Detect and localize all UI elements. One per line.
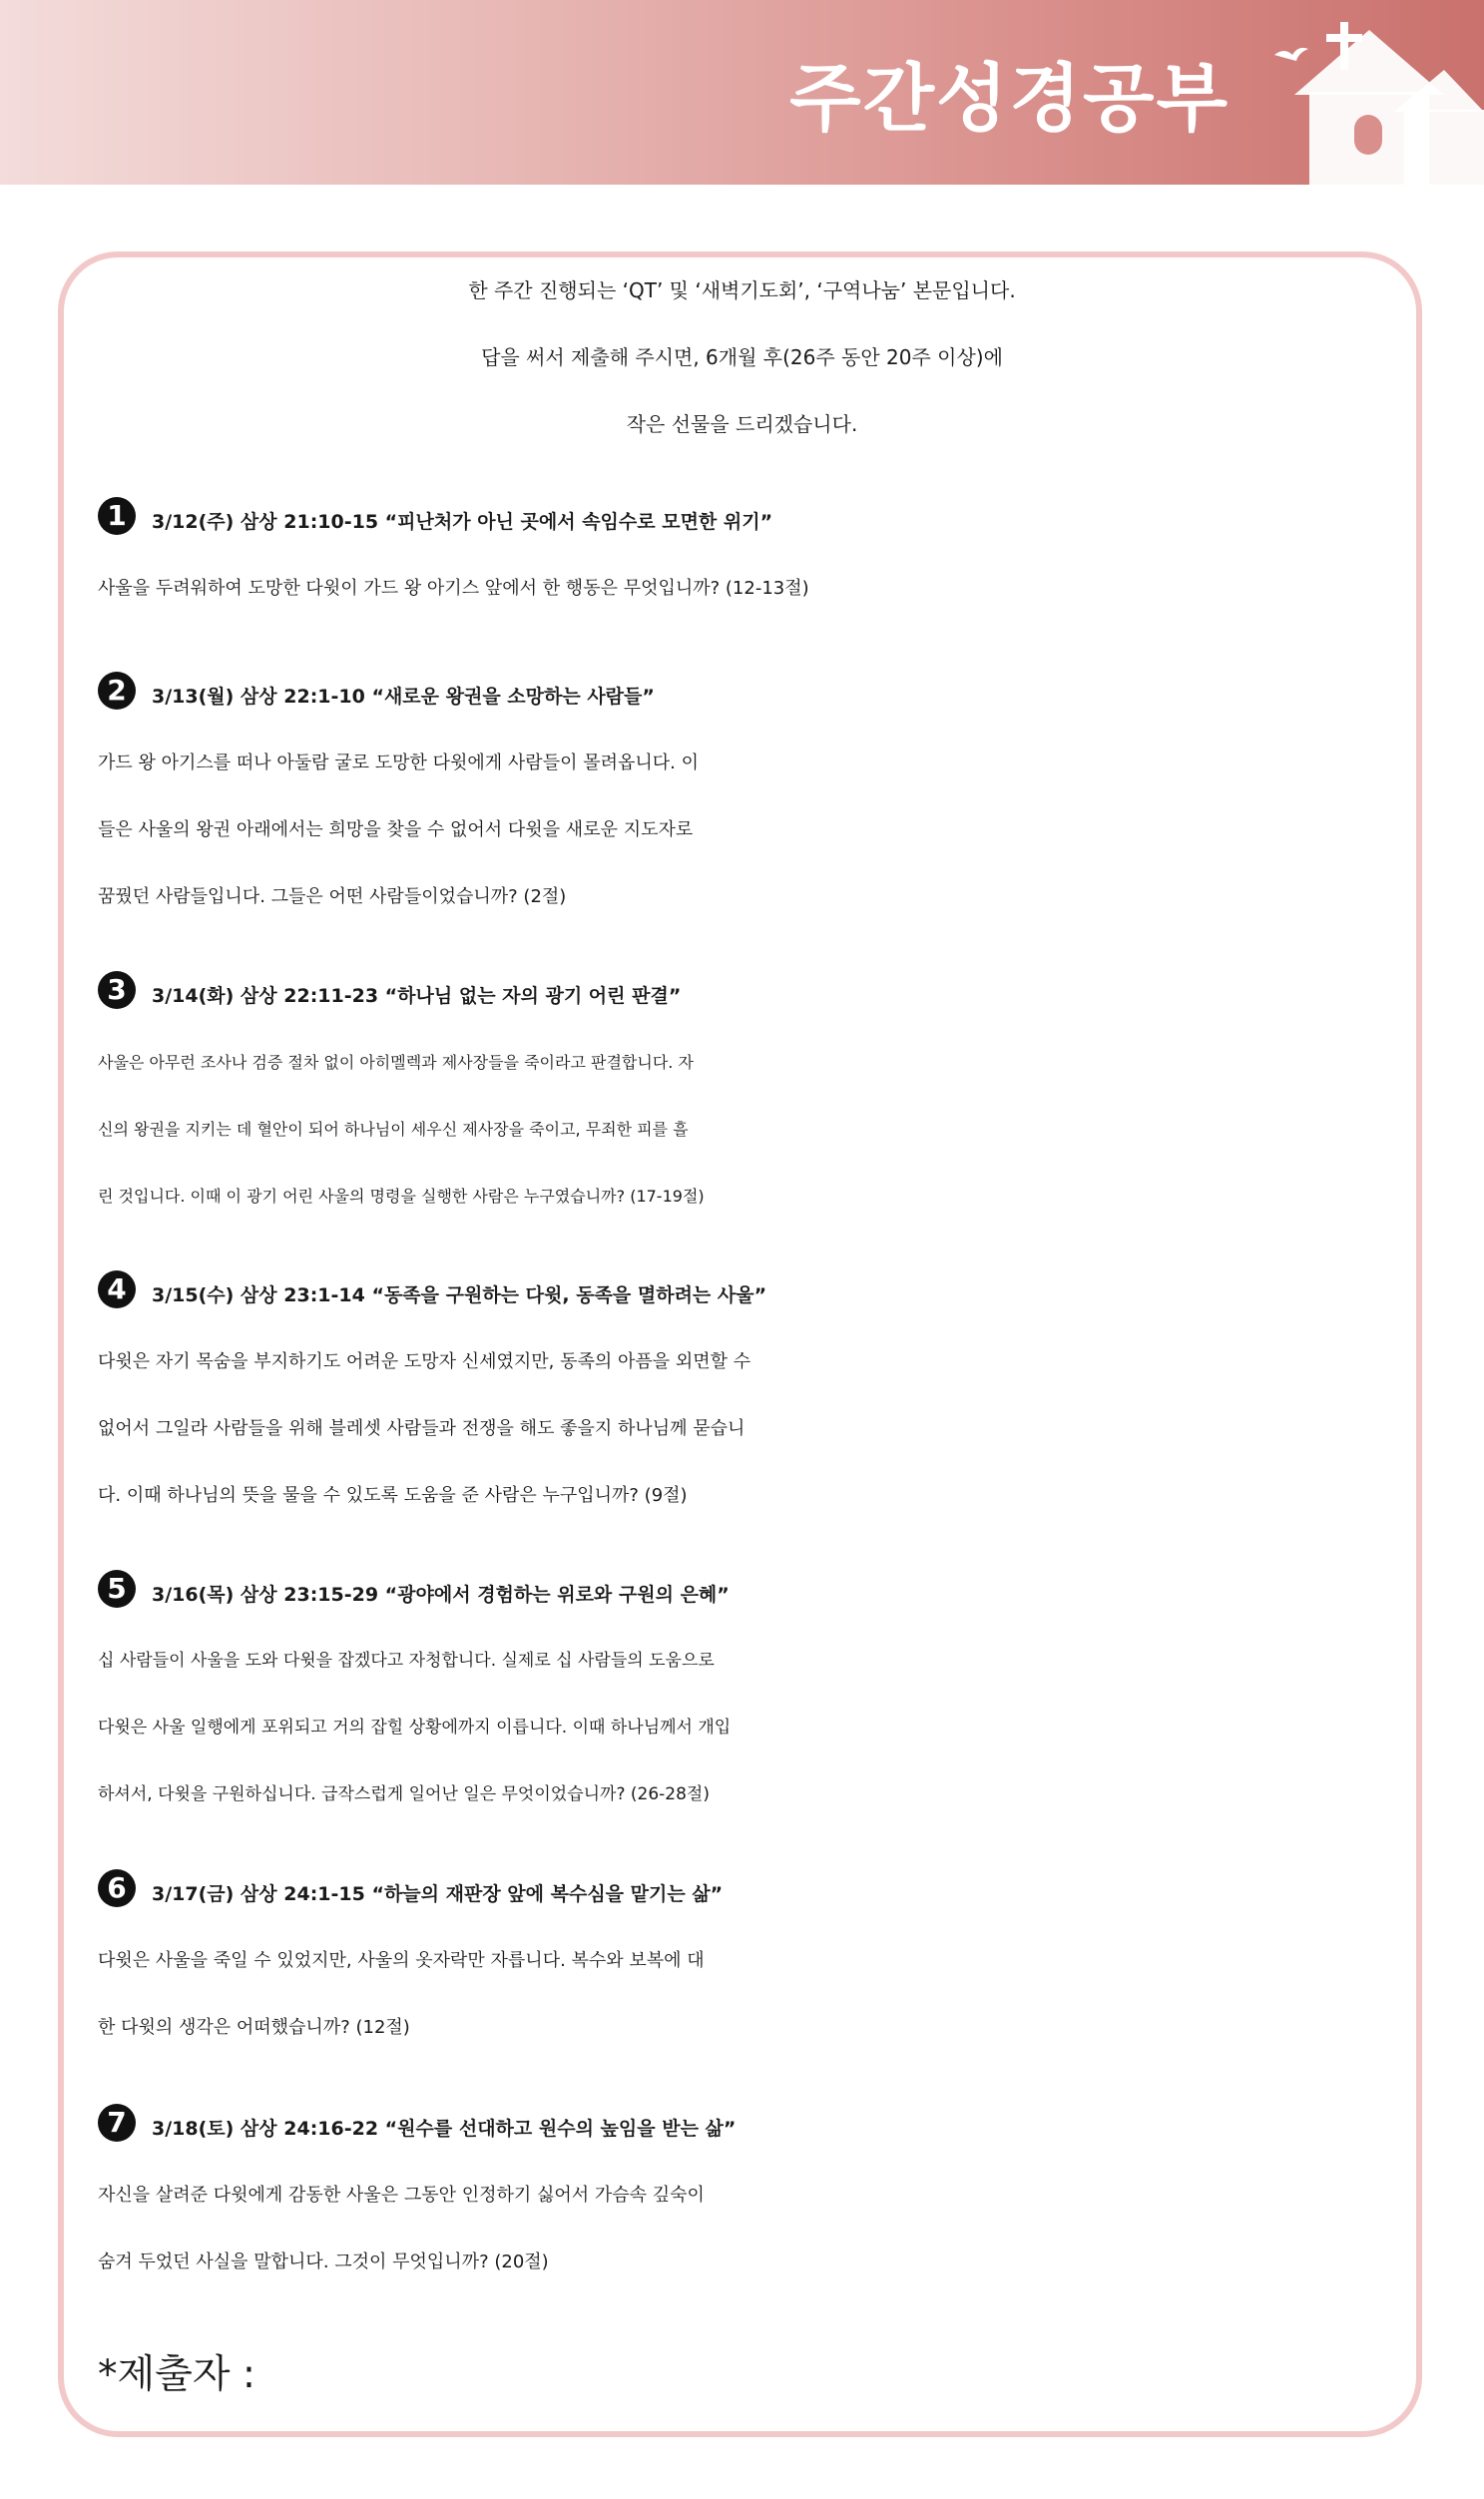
body-line: 린 것입니다. 이때 이 광기 어린 사울의 명령을 실행한 사람은 누구였습니까? (17-19절)	[98, 1187, 705, 1206]
submitter-field: *제출자 :	[98, 2352, 256, 2397]
question-2	[98, 664, 1385, 930]
question-body	[98, 1029, 1385, 1230]
question-3	[98, 963, 1385, 1230]
question-number-icon: 6	[98, 1869, 136, 1907]
intro-text	[0, 257, 1484, 458]
body-line: 십 사람들이 사울을 도와 다윗을 잡겠다고 자청합니다. 실제로 십 사람들의 도움으로	[98, 1651, 715, 1671]
question-title	[98, 489, 1385, 555]
question-body	[98, 1328, 1385, 1529]
body-line: 하셔서, 다윗을 구원하십니다. 급작스럽게 일어난 일은 무엇이었습니까? (26-28절)	[98, 1784, 710, 1804]
body-line: 다윗은 사울 일행에게 포위되고 거의 잡힐 상황에까지 이릅니다. 이때 하나님께서 개입	[98, 1718, 732, 1738]
body-line: 꿈꿨던 사람들입니다. 그들은 어떤 사람들이었습니까? (2절)	[98, 886, 567, 907]
body-line: 신의 왕권을 지키는 데 혈안이 되어 하나님이 세우신 제사장을 죽이고, 무죄한 피를 흘	[98, 1120, 689, 1139]
question-number-icon: 5	[98, 1570, 136, 1608]
question-title	[98, 1861, 1385, 1927]
question-title	[98, 1562, 1385, 1628]
question-5	[98, 1562, 1385, 1828]
question-title-text: 3/16(목) 삼상 23:15-29 “광야에서 경험하는 위로와 구원의 은혜”	[152, 1584, 730, 1606]
intro-line: 작은 선물을 드리겠습니다.	[626, 412, 858, 436]
intro-line: 한 주간 진행되는 ‘QT’ 및 ‘새벽기도회’, ‘구역나눔’ 본문입니다.	[468, 278, 1016, 302]
question-body	[98, 730, 1385, 930]
question-number-icon: 2	[98, 672, 136, 710]
question-title-text: 3/13(월) 삼상 22:1-10 “새로운 왕권을 소망하는 사람들”	[152, 686, 655, 708]
question-title	[98, 1262, 1385, 1328]
question-body	[98, 2162, 1385, 2295]
question-number-icon: 1	[98, 497, 136, 535]
question-title	[98, 2096, 1385, 2162]
question-number-icon: 4	[98, 1270, 136, 1308]
question-title	[98, 664, 1385, 730]
intro-line: 답을 써서 제출해 주시면, 6개월 후(26주 동안 20주 이상)에	[481, 345, 1003, 369]
body-line: 가드 왕 아기스를 떠나 아둘람 굴로 도망한 다윗에게 사람들이 몰려옵니다. 이	[98, 752, 699, 773]
question-number-icon: 3	[98, 971, 136, 1009]
question-6	[98, 1861, 1385, 2061]
church-icon	[1254, 0, 1484, 185]
question-title-text: 3/17(금) 삼상 24:1-15 “하늘의 재판장 앞에 복수심을 맡기는 삶”	[152, 1883, 724, 1905]
question-title-text: 3/18(토) 삼상 24:16-22 “원수를 선대하고 원수의 높임을 받는 삶”	[152, 2118, 737, 2140]
body-line: 없어서 그일라 사람들을 위해 블레셋 사람들과 전쟁을 해도 좋을지 하나님께 묻습니	[98, 1418, 745, 1439]
body-line: 들은 사울의 왕권 아래에서는 희망을 찾을 수 없어서 다윗을 새로운 지도자로	[98, 819, 694, 840]
body-line: 한 다윗의 생각은 어떠했습니까? (12절)	[98, 2017, 410, 2038]
question-body	[98, 1628, 1385, 1828]
body-line: 다윗은 사울을 죽일 수 있었지만, 사울의 옷자락만 자릅니다. 복수와 보복에 대	[98, 1950, 705, 1971]
question-title-text: 3/12(주) 삼상 21:10-15 “피난처가 아닌 곳에서 속임수로 모면한 위기”	[152, 511, 773, 533]
body-line: 숨겨 두었던 사실을 말합니다. 그것이 무엇입니까? (20절)	[98, 2251, 549, 2272]
question-title-text: 3/14(화) 삼상 22:11-23 “하나님 없는 자의 광기 어린 판결”	[152, 985, 682, 1007]
question-body	[98, 1927, 1385, 2061]
body-line: 자신을 살려준 다윗에게 감동한 사울은 그동안 인정하기 싫어서 가슴속 깊숙이	[98, 2185, 705, 2206]
question-1	[98, 489, 1385, 622]
question-title	[98, 963, 1385, 1029]
body-line: 사울을 두려워하여 도망한 다윗이 가드 왕 아기스 앞에서 한 행동은 무엇입니까? (12-13절)	[98, 578, 809, 599]
question-4	[98, 1262, 1385, 1529]
question-body	[98, 555, 1385, 622]
header-banner	[0, 0, 1484, 185]
question-7	[98, 2096, 1385, 2295]
body-line: 다. 이때 하나님의 뜻을 물을 수 있도록 도움을 준 사람은 누구입니까? (9절)	[98, 1485, 688, 1506]
body-line: 사울은 아무런 조사나 검증 절차 없이 아히멜렉과 제사장들을 죽이라고 판결합니다. 자	[98, 1053, 694, 1072]
question-title-text: 3/15(수) 삼상 23:1-14 “동족을 구원하는 다윗, 동족을 멸하려는 사울”	[152, 1284, 767, 1306]
body-line: 다윗은 자기 목숨을 부지하기도 어려운 도망자 신세였지만, 동족의 아픔을 외면할 수	[98, 1351, 751, 1372]
banner-title: 주간성경공부	[789, 56, 1230, 142]
question-number-icon: 7	[98, 2104, 136, 2142]
